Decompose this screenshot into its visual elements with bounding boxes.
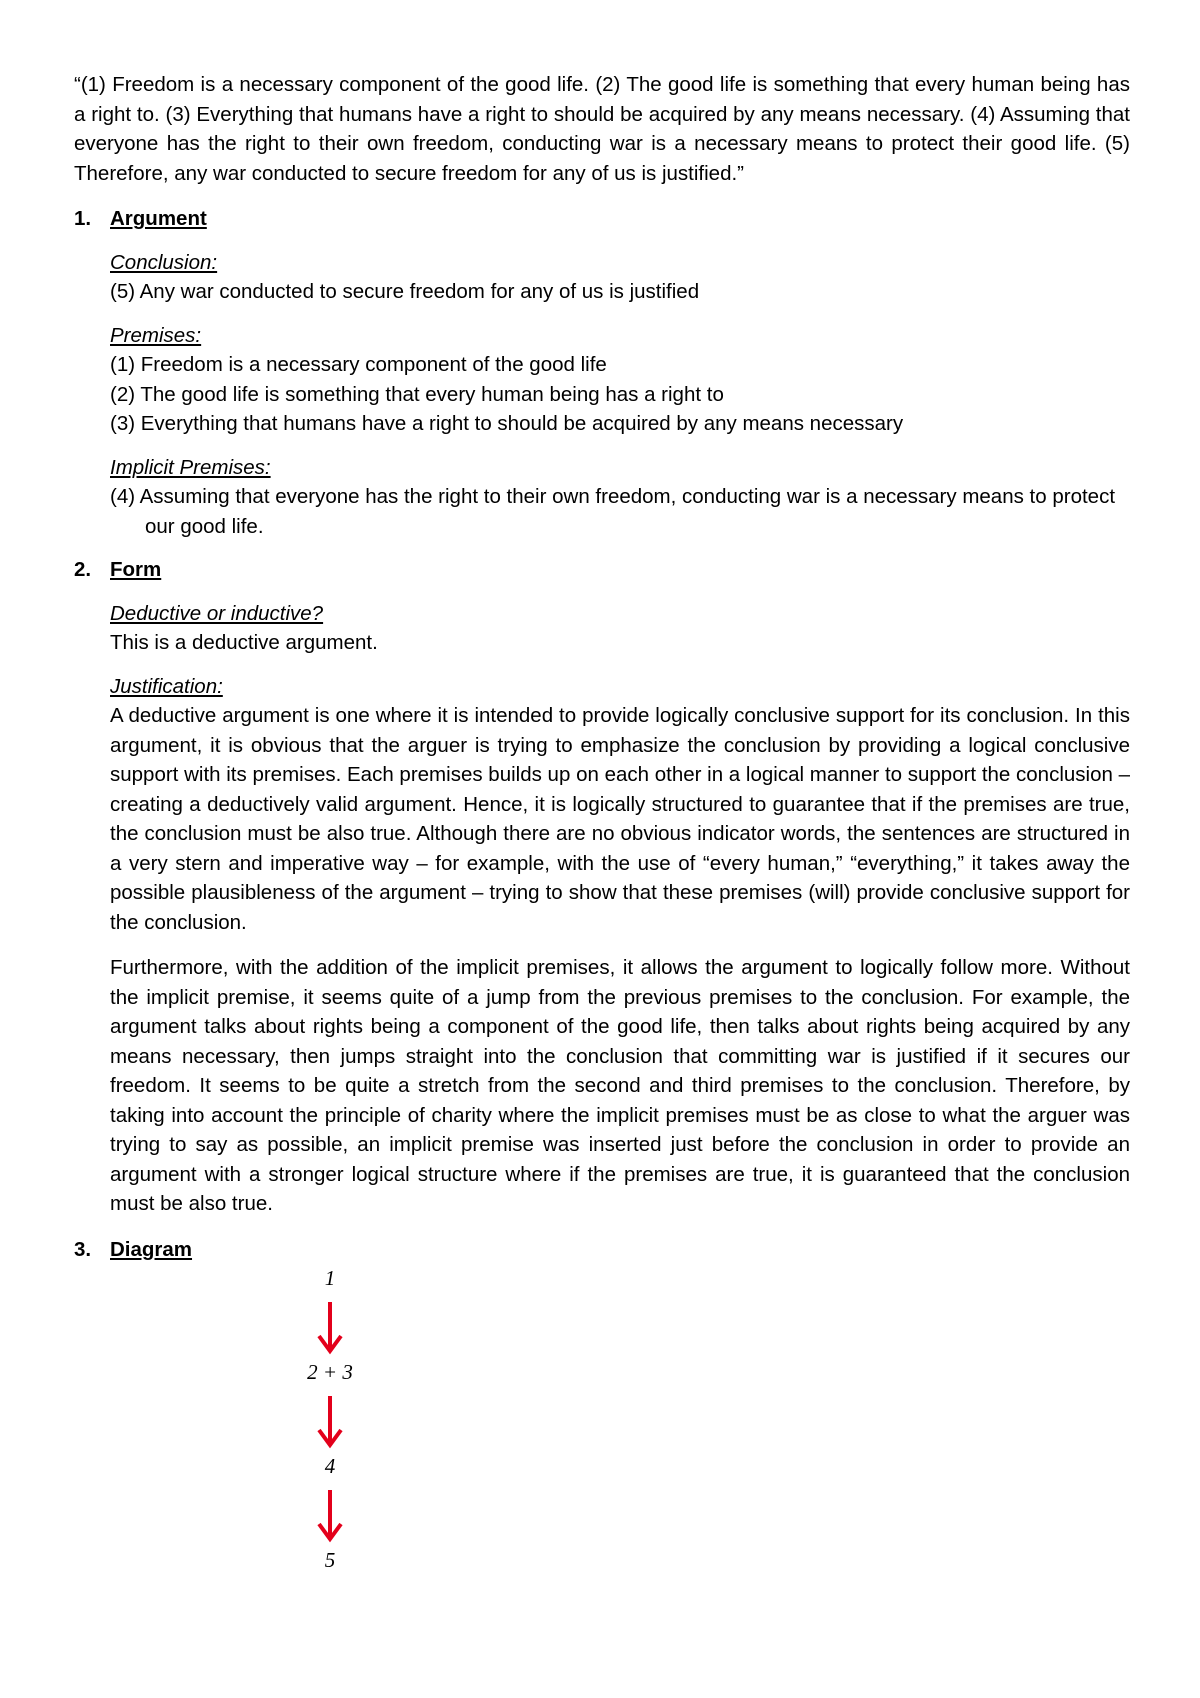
section-title: Form — [110, 558, 162, 581]
section-number: 2. — [74, 558, 92, 581]
conclusion-group — [110, 248, 1130, 307]
justification-label: Justification: — [110, 674, 223, 698]
implicit-premises-label: Implicit Premises: — [110, 455, 271, 479]
section-number: 3. — [74, 1237, 92, 1261]
section-title: Argument — [110, 207, 207, 230]
section-diagram — [74, 1235, 1130, 1595]
diagram-node: 2 + 3 — [307, 1360, 353, 1384]
arrow-down-icon — [317, 1394, 343, 1450]
implicit-premise-item: (4) Assuming that everyone has the right to their own freedom, conducting war is a necessary means to protect our good life. — [110, 485, 1116, 538]
form-answer: This is a deductive argument. — [110, 631, 378, 654]
premise-item: (1) Freedom is a necessary component of the good life — [110, 353, 607, 376]
arrow-down-icon — [317, 1488, 343, 1544]
section-heading — [74, 1235, 1130, 1265]
form-question-group — [110, 599, 1130, 658]
premises-label: Premises: — [110, 323, 202, 347]
form-question-label: Deductive or inductive? — [110, 601, 324, 625]
section-number: 1. — [74, 207, 92, 230]
argument-diagram — [74, 1264, 1130, 1594]
section-title: Diagram — [110, 1237, 193, 1261]
intro-quote: “(1) Freedom is a necessary component of the good life. (2) The good life is something that every human being has a right to. (3) Everything that humans have a right to should be acquired by any means necessary. (4) Assuming that everyone has the right to their own freedom, conducting war is a necessary means to protect their good life. (5) Therefore, any war conducted to secure freedom for any of us is justified.” — [74, 73, 1130, 185]
justification-paragraph: Furthermore, with the addition of the implicit premises, it allows the argument to logically follow more. Without the implicit premise, it seems quite of a jump from the previous premises to the conclusion. For example, the argument talks about rights being a component of the good life, then talks about rights being acquired by any means necessary, then jumps straight into the conclusion that committing war is justified if it secures our freedom. It seems to be quite a stretch from the second and third premises to the conclusion. Therefore, by taking into account the principle of charity where the implicit premises must be as close to what the arguer was trying to say as possible, an implicit premise was inserted just before the conclusion in order to provide an argument with a stronger logical structure where if the premises are true, it is guaranteed that the conclusion must be also true. — [110, 956, 1130, 1215]
justification-paragraph: A deductive argument is one where it is intended to provide logically conclusive support for its conclusion. In this argument, it is obvious that the arguer is trying to emphasize the conclusion by providing a logical conclusive support with its premises. Each premises builds up on each other in a logical manner to support the conclusion – creating a deductively valid argument. Hence, it is logically structured to guarantee that if the premises are true, the conclusion must be also true. Although there are no obvious indicator words, the sentences are structured in a very stern and imperative way – for example, with the use of “every human,” “everything,” it takes away the possible plausibleness of the argument – trying to show that these premises (will) provide conclusive support for the conclusion. — [110, 704, 1130, 934]
document-page — [74, 70, 1130, 1594]
implicit-premises-group — [110, 453, 1130, 542]
diagram-node: 1 — [324, 1266, 336, 1290]
diagram-node: 5 — [324, 1548, 336, 1572]
section-form — [74, 555, 1130, 1219]
conclusion-label: Conclusion: — [110, 250, 218, 274]
section-argument — [74, 204, 1130, 541]
premises-group — [110, 321, 1130, 439]
conclusion-text: (5) Any war conducted to secure freedom for any of us is justified — [110, 280, 700, 303]
diagram-node: 4 — [324, 1454, 336, 1478]
section-heading — [74, 204, 1130, 234]
premise-item: (2) The good life is something that every human being has a right to — [110, 382, 724, 406]
section-heading — [74, 555, 1130, 585]
arrow-down-icon — [317, 1300, 343, 1356]
premise-item: (3) Everything that humans have a right to should be acquired by any means necessary — [110, 412, 904, 435]
